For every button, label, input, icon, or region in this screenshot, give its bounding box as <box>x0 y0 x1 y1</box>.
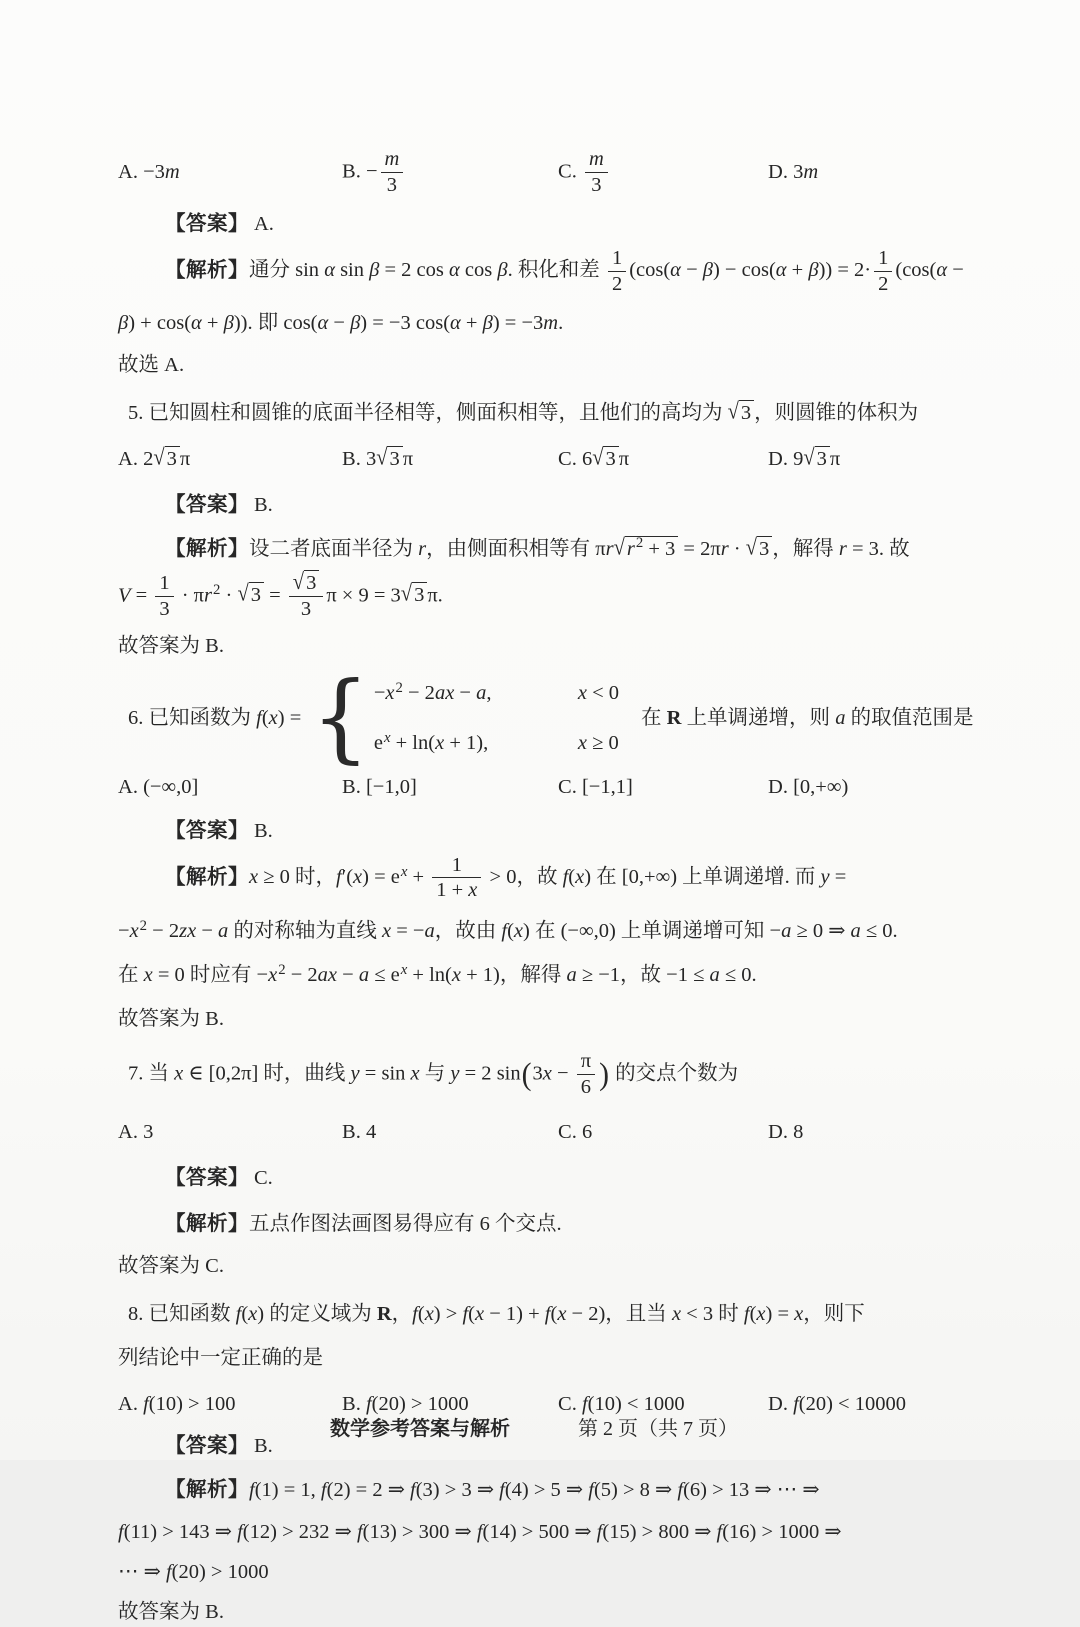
q7-options-row <box>118 1117 968 1147</box>
answer-value: B. <box>254 493 273 516</box>
q8-option-d: D. f(20) < 10000 <box>768 1393 906 1416</box>
q7-option-b: B. 4 <box>342 1121 377 1144</box>
q6-options-row <box>118 772 968 802</box>
q4-option-a: A. −3m <box>118 161 180 184</box>
answer-value: A. <box>254 212 274 235</box>
page-content <box>118 148 974 1627</box>
q5-answer-line <box>118 490 968 520</box>
q8-analysis-line-3: ⋯ ⇒ f(20) > 1000 <box>118 1561 269 1584</box>
q5-options-row <box>118 444 968 474</box>
q5-question-line: 5. 已知圆柱和圆锥的底面半径相等，侧面积相等，且他们的高均为 √3 ，则圆锥的体积为 <box>128 399 919 425</box>
q7-answer-line <box>118 1163 968 1193</box>
q4-analysis-line-1 <box>118 247 968 296</box>
q6-analysis-line-3: 在 x = 0 时应有 $-x^2 - 2ax - a \le e^x + \ln(x + 1)$，解得 a ≥ −1，故 −1 ≤ a ≤ 0. <box>118 962 757 987</box>
q5-conclusion-line: 故答案为 B. <box>118 634 224 657</box>
q4-options-row <box>118 148 968 197</box>
q6-analysis-line-2: $-x^2 - 2zx - a$ 的对称轴为直线 x = −a，故由 f(x) 在 (−∞,0) 上单调递增可知 −a ≥ 0 ⇒ a ≤ 0. <box>118 918 898 943</box>
q6-option-b: B. [−1,0] <box>342 775 417 798</box>
q5-option-d: D. 9√3 π <box>768 445 841 471</box>
answer-label: 【答案】 <box>165 1167 249 1190</box>
q8-analysis-line-2: f(11) > 143 ⇒ f(12) > 232 ⇒ f(13) > 300 ⇒ f(14) > 500 ⇒ f(15) > 800 ⇒ f(16) > 1000 ⇒ <box>118 1521 842 1544</box>
answer-label: 【答案】 <box>165 212 249 235</box>
piecewise-function <box>311 660 619 774</box>
answer-label: 【答案】 <box>165 1435 249 1458</box>
q6-question-line <box>118 660 974 774</box>
analysis-label: 【解析】 <box>165 865 249 888</box>
piecewise-condition: x ≥ 0 <box>577 732 619 755</box>
piecewise-expression: $-x^2 - 2ax - a$, <box>373 679 492 705</box>
answer-label: 【答案】 <box>165 493 249 516</box>
q8-options-row <box>118 1389 968 1419</box>
footer-page-number: 第 2 页（共 7 页） <box>578 1418 738 1440</box>
q7-conclusion-line: 故答案为 C. <box>118 1255 224 1278</box>
q4-option-b: B. − $\frac{m}{3}$ <box>342 148 558 197</box>
answer-value: B. <box>254 819 273 842</box>
q6-answer-line <box>118 816 968 846</box>
piecewise-brace: { <box>311 660 370 774</box>
q6-option-c: C. [−1,1] <box>558 775 633 798</box>
piecewise-row <box>374 728 619 758</box>
analysis-text: 五点作图法画图易得应有 6 个交点. <box>249 1213 562 1236</box>
piecewise-row <box>374 678 619 708</box>
q8-answer-line <box>118 1431 968 1461</box>
analysis-label: 【解析】 <box>165 259 249 282</box>
q8-conclusion-line: 故答案为 B. <box>118 1601 224 1624</box>
answer-value: C. <box>254 1167 273 1190</box>
q5-option-b: B. 3√3 π <box>342 445 414 471</box>
q6-question-prefix: 6. 已知函数为 f(x) = <box>128 707 302 730</box>
q7-option-d: D. 8 <box>768 1121 804 1144</box>
answer-label: 【答案】 <box>165 819 249 842</box>
q4-answer-line <box>118 209 968 239</box>
piecewise-condition: x < 0 <box>577 682 619 705</box>
q5-analysis-line-2: V = $\frac{1}{3}$ · $\pi r^2 \cdot √3$ = $\frac{√3}{3}$ π × 9 = 3√3 π. <box>118 569 443 620</box>
q8-question-line-2: 列结论中一定正确的是 <box>118 1347 323 1370</box>
q5-analysis-line-1 <box>118 534 968 564</box>
q6-analysis-line-1 <box>118 854 968 903</box>
q6-option-d: D. [0,+∞) <box>768 775 849 798</box>
q6-conclusion-line: 故答案为 B. <box>118 1008 224 1031</box>
q7-question-line: 7. 当 x ∈ [0,2π] 时，曲线 y = sin x 与 y = 2 sin(3x − $\frac{\pi}{6}$ ) 的交点个数为 <box>128 1050 739 1099</box>
analysis-label: 【解析】 <box>165 1213 249 1236</box>
analysis-text: f(1) = 1, f(2) = 2 ⇒ f(3) > 3 ⇒ f(4) > 5 ⇒ f(5) > 8 ⇒ f(6) > 13 ⇒ ⋯ ⇒ <box>249 1479 820 1502</box>
q4-option-d: D. 3m <box>768 161 819 184</box>
q5-option-a: A. 2√3 π <box>118 445 191 471</box>
analysis-label: 【解析】 <box>165 537 249 560</box>
analysis-text: 通分 sin α sin β = 2 cos α cos β. 积化和差 $\frac{1}{2}$ (cos(α − β) − cos(α + β)) = 2· $\frac{1}{2}$ (cos(α − <box>249 246 964 295</box>
q4-analysis-line-2: β) + cos(α + β)). 即 cos(α − β) = −3 cos(α + β) = −3m. <box>118 311 564 334</box>
q8-option-b: B. f(20) > 1000 <box>342 1393 469 1416</box>
piecewise-expression: $e^x + \ln(x + 1)$, <box>373 729 489 755</box>
analysis-text: 设二者底面半径为 r，由侧面积相等有 $\pi r√r^2 + 3 = 2\pi r \cdot √3$ ，解得 r = 3. 故 <box>249 535 910 561</box>
q8-analysis-line-1 <box>118 1475 968 1505</box>
analysis-label: 【解析】 <box>165 1479 249 1502</box>
answer-value: B. <box>254 1435 273 1458</box>
q7-option-a: A. 3 <box>118 1121 154 1144</box>
q7-option-c: C. 6 <box>558 1121 593 1144</box>
q6-option-a: A. (−∞,0] <box>118 775 199 798</box>
q7-analysis-line-1 <box>118 1209 968 1239</box>
q4-conclusion-line: 故选 A. <box>118 353 185 376</box>
footer-doc-title: 数学参考答案与解析 <box>330 1418 510 1440</box>
piecewise-rows <box>374 678 619 758</box>
q6-question-suffix: 在 R 上单调递增，则 a 的取值范围是 <box>641 707 974 730</box>
q8-option-a: A. f(10) > 100 <box>118 1393 236 1416</box>
q8-option-c: C. f(10) < 1000 <box>558 1393 685 1416</box>
q4-option-c: C. $\frac{m}{3}$ <box>558 148 768 197</box>
q5-option-c: C. 6√3 π <box>558 445 630 471</box>
q8-question-line-1: 8. 已知函数 f(x) 的定义域为 R，f(x) > f(x − 1) + f(x − 2)，且当 x < 3 时 f(x) = x，则下 <box>128 1303 865 1326</box>
analysis-text: x ≥ 0 时，$f'(x) = e^x$ + $\frac{1}{1 + x}$ > 0，故 f(x) 在 [0,+∞) 上单调递增. 而 y = <box>249 853 847 902</box>
